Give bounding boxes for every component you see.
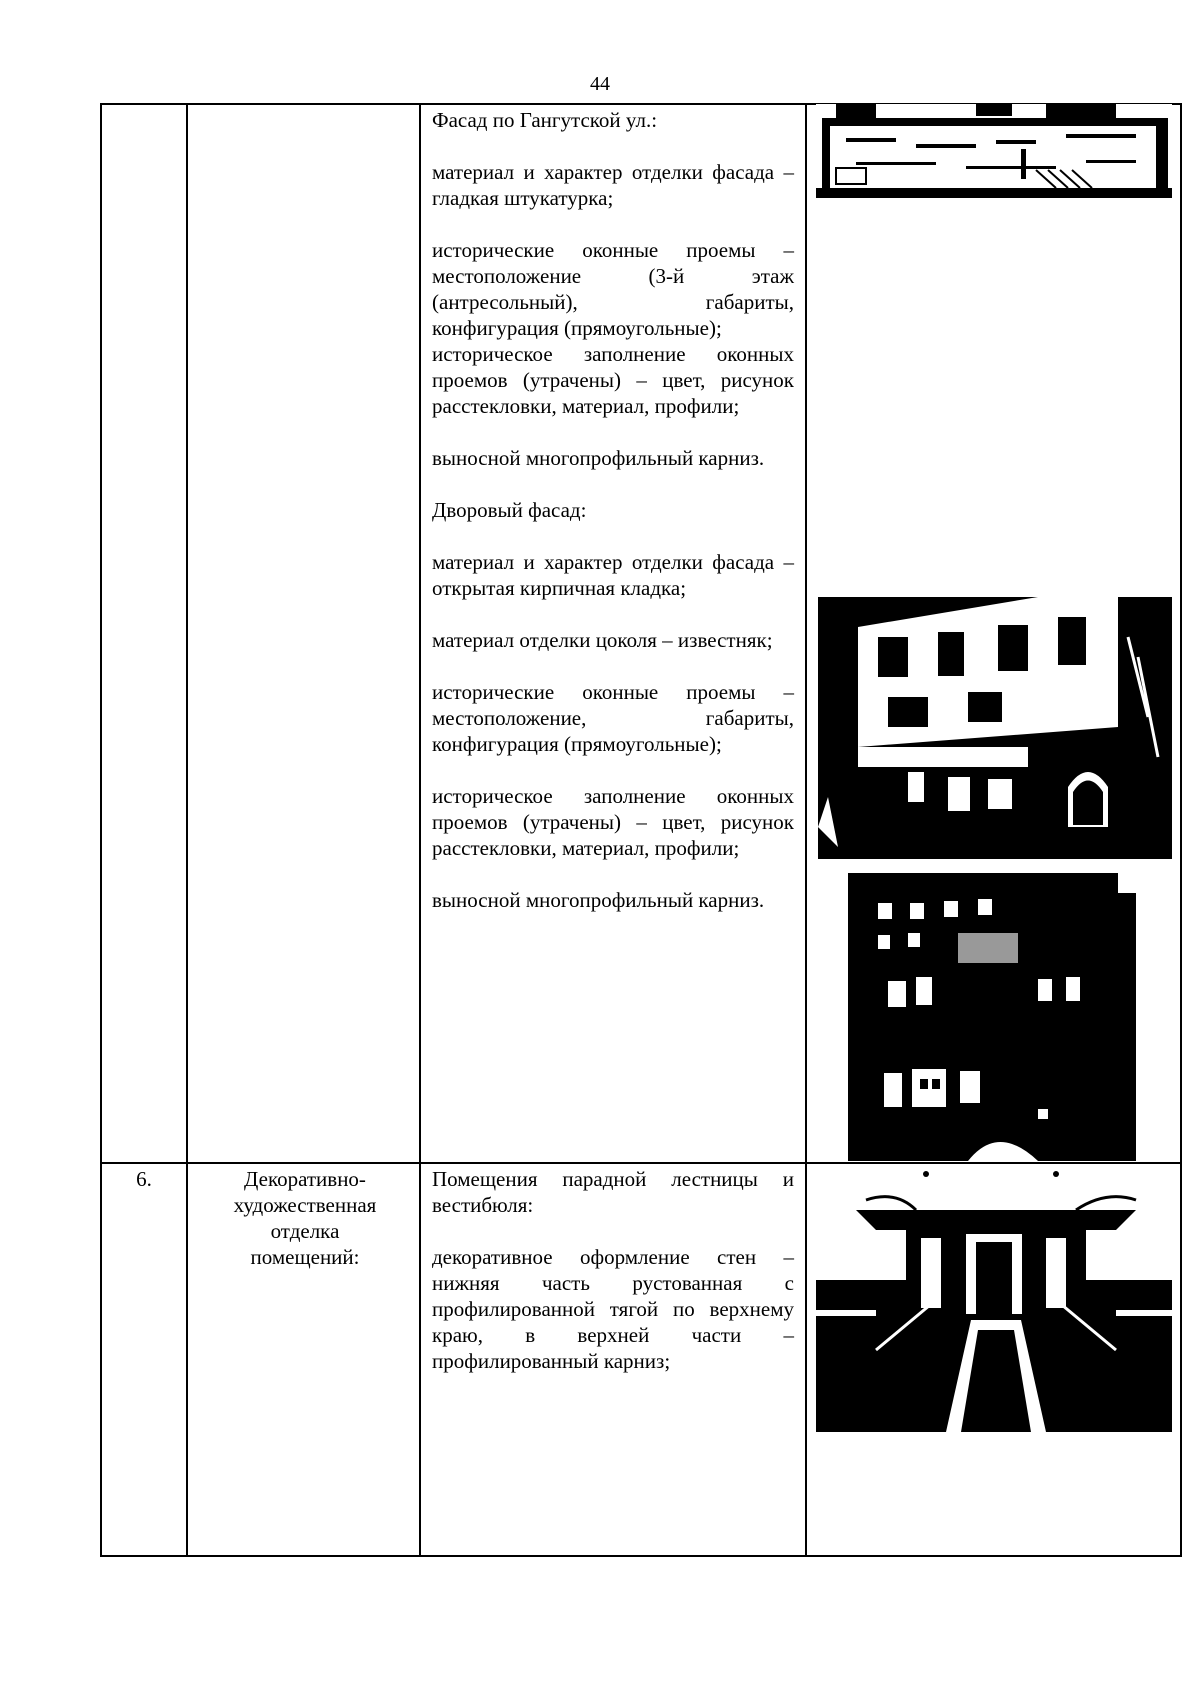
column-divider-1	[186, 103, 188, 1557]
facade-description-cell	[432, 107, 794, 913]
table-border-left	[100, 103, 102, 1557]
table-border-bottom	[100, 1555, 1182, 1557]
photo-staircase-vestibule	[816, 1170, 1172, 1432]
facade-item: историческое заполнение оконных проемов (утрачены) – цвет, рисунок расстекловки, материал, профили;	[432, 784, 794, 860]
interior-item: декоративное оформление стен – нижняя часть рустованная с профилированной тягой по верхнему краю, в верхней части – профилированный карниз;	[432, 1245, 794, 1373]
facade-item: выносной многопрофильный карниз.	[432, 446, 765, 470]
row-subject: Декоративно-художественная отделка помещений:	[233, 1167, 377, 1269]
photo-street-facade	[816, 104, 1172, 206]
facade-item: материал отделки цоколя – известняк;	[432, 628, 773, 652]
column-divider-3	[805, 103, 807, 1557]
page-number: 44	[590, 73, 610, 95]
photo-courtyard-windows	[848, 873, 1136, 1161]
table-border-right	[1180, 103, 1182, 1557]
facade-item: материал и характер отделки фасада – открытая кирпичная кладка;	[432, 550, 794, 600]
facade-heading-courtyard: Дворовый фасад:	[432, 498, 587, 522]
row-number: 6.	[136, 1167, 152, 1191]
facade-item: историческое заполнение оконных проемов (утрачены) – цвет, рисунок расстекловки, материал, профили;	[432, 342, 794, 418]
facade-item: исторические оконные проемы – местоположение, габариты, конфигурация (прямоугольные);	[432, 680, 794, 756]
facade-item: исторические оконные проемы – местоположение (3-й этаж (антресольный), габариты, конфигурация (прямоугольные);	[432, 238, 794, 340]
interior-description-cell	[432, 1166, 794, 1374]
facade-item: материал и характер отделки фасада – гладкая штукатурка;	[432, 160, 794, 210]
photo-courtyard-facade	[818, 597, 1172, 859]
facade-item: выносной многопрофильный карниз.	[432, 888, 765, 912]
row-divider	[100, 1162, 1182, 1164]
interior-heading: Помещения парадной лестницы и вестибюля:	[432, 1167, 794, 1217]
column-divider-2	[419, 103, 421, 1557]
facade-heading-gangutskaya: Фасад по Гангутской ул.:	[432, 108, 658, 132]
